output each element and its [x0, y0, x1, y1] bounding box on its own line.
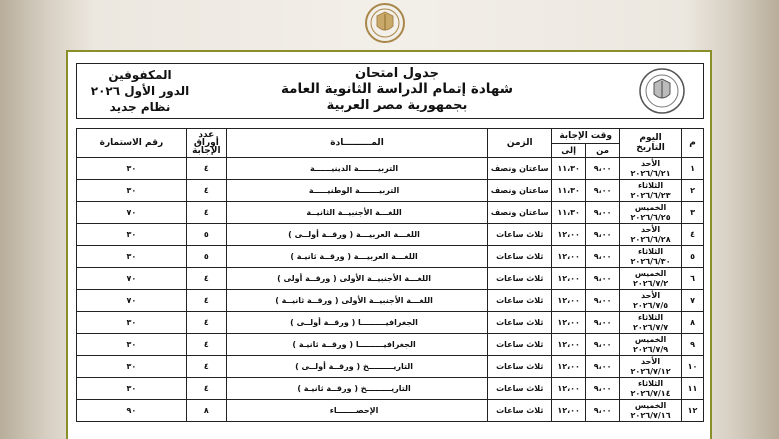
row-duration: ثلاث ساعات [488, 290, 552, 312]
row-duration: ثلاث ساعات [488, 378, 552, 400]
schedule-frame [66, 50, 712, 439]
row-duration: ثلاث ساعات [488, 334, 552, 356]
title-line-1: جدول امتحان [355, 66, 439, 81]
col-header-time: وقت الإجابة [552, 129, 620, 144]
row-form: ٣٠ [77, 180, 187, 202]
row-num: ٣ [682, 202, 704, 224]
col-header-day: اليوم [639, 133, 662, 143]
row-day: الأحد [641, 290, 661, 300]
row-duration: ساعتان ونصف [488, 202, 552, 224]
row-subject: اللغـــة الأجنبيــة الثانيــة [226, 202, 487, 224]
row-from: ٩،٠٠ [586, 312, 620, 334]
row-day: الثلاثاء [637, 246, 664, 256]
row-duration: ثلاث ساعات [488, 400, 552, 422]
row-sheets: ٤ [186, 356, 226, 378]
row-day: الثلاثاء [637, 312, 664, 322]
row-form: ٣٠ [77, 334, 187, 356]
table-row [77, 202, 704, 224]
row-day-date [620, 246, 682, 268]
row-day: الخميس [634, 202, 667, 212]
row-form: ٧٠ [77, 290, 187, 312]
row-form: ٣٠ [77, 246, 187, 268]
row-day: الثلاثاء [637, 180, 664, 190]
row-subject: التاريـــــــــخ ( ورقــة أولــى ) [226, 356, 487, 378]
row-num: ٦ [682, 268, 704, 290]
col-header-form: رقم الاستمارة [77, 129, 187, 158]
row-num: ٢ [682, 180, 704, 202]
row-subject: الإحصـــــــاء [226, 400, 487, 422]
row-subject: الجغرافيـــــــــا ( ورقــة ثانيـة ) [226, 334, 487, 356]
title-line-3: بجمهورية مصر العربية [326, 98, 468, 113]
row-from: ٩،٠٠ [586, 224, 620, 246]
row-from: ٩،٠٠ [586, 180, 620, 202]
ministry-seal-top-icon [342, 2, 428, 44]
row-num: ١٠ [682, 356, 704, 378]
row-date: ٢٠٢٦/٧/٩ [632, 344, 669, 354]
row-subject: اللغـــة الأجنبيــة الأولى ( ورقــة ثانيــة ) [226, 290, 487, 312]
row-day: الأحد [641, 224, 661, 234]
row-date: ٢٠٢٦/٧/٥ [632, 300, 669, 310]
row-form: ٣٠ [77, 356, 187, 378]
row-to: ١٢،٠٠ [552, 334, 586, 356]
row-date: ٢٠٢٦/٦/٢٥ [630, 212, 671, 222]
row-form: ٩٠ [77, 400, 187, 422]
row-sheets: ٨ [186, 400, 226, 422]
row-form: ٧٠ [77, 268, 187, 290]
table-row [77, 334, 704, 356]
row-num: ٤ [682, 224, 704, 246]
title-line-2: شهادة إتمام الدراسة الثانوية العامة [280, 81, 514, 97]
col-header-from: من [586, 144, 620, 158]
table-row [77, 224, 704, 246]
row-subject: اللغـــة العربيـــة ( ورقــة ثانيـة ) [226, 246, 487, 268]
row-date: ٢٠٢٦/٧/١٢ [630, 366, 671, 376]
row-sheets: ٥ [186, 246, 226, 268]
row-duration: ثلاث ساعات [488, 246, 552, 268]
row-to: ١١،٣٠ [552, 158, 586, 180]
row-sheets: ٤ [186, 268, 226, 290]
exam-schedule-table [76, 128, 704, 422]
row-from: ٩،٠٠ [586, 246, 620, 268]
row-day-date [620, 290, 682, 312]
table-row [77, 180, 704, 202]
row-day-date [620, 180, 682, 202]
row-duration: ثلاث ساعات [488, 356, 552, 378]
row-from: ٩،٠٠ [586, 334, 620, 356]
row-day-date [620, 312, 682, 334]
row-date: ٢٠٢٦/٦/٣٠ [630, 256, 671, 266]
row-num: ١ [682, 158, 704, 180]
row-to: ١٢،٠٠ [552, 312, 586, 334]
row-from: ٩،٠٠ [586, 268, 620, 290]
row-date: ٢٠٢٦/٦/٢١ [630, 168, 671, 178]
category-line-3: نظام جديد [109, 100, 171, 114]
row-to: ١٢،٠٠ [552, 268, 586, 290]
row-day-date [620, 202, 682, 224]
table-row [77, 400, 704, 422]
row-date: ٢٠٢٦/٧/١٤ [630, 388, 671, 398]
row-date: ٢٠٢٦/٧/٧ [632, 322, 669, 332]
row-day: الخميس [634, 400, 667, 410]
row-subject: التربيـــــــة الدينيــــــة [226, 158, 487, 180]
row-day: الخميس [634, 334, 667, 344]
row-subject: التربيـــــــة الوطنيـــــة [226, 180, 487, 202]
row-from: ٩،٠٠ [586, 356, 620, 378]
row-day-date [620, 334, 682, 356]
row-form: ٣٠ [77, 378, 187, 400]
row-from: ٩،٠٠ [586, 378, 620, 400]
category-line-2: الدور الأول ٢٠٢٦ [90, 84, 190, 98]
row-date: ٢٠٢٦/٧/٢ [632, 278, 669, 288]
row-sheets: ٥ [186, 224, 226, 246]
table-row [77, 158, 704, 180]
row-day-date [620, 224, 682, 246]
row-day-date [620, 400, 682, 422]
row-form: ٧٠ [77, 202, 187, 224]
row-day-date [620, 268, 682, 290]
row-day: الخميس [634, 268, 667, 278]
table-row [77, 356, 704, 378]
row-sheets: ٤ [186, 290, 226, 312]
category-line-1: المكفوفين [108, 68, 172, 82]
table-row [77, 246, 704, 268]
row-num: ١٢ [682, 400, 704, 422]
row-to: ١١،٣٠ [552, 202, 586, 224]
table-row [77, 312, 704, 334]
row-from: ٩،٠٠ [586, 290, 620, 312]
col-header-duration: الزمن [488, 129, 552, 158]
row-duration: ثلاث ساعات [488, 312, 552, 334]
col-header-num: م [682, 129, 704, 158]
col-header-to: إلى [552, 144, 586, 158]
row-date: ٢٠٢٦/٦/٢٨ [630, 234, 671, 244]
row-subject: الجغرافيـــــــــا ( ورقــة أولــى ) [226, 312, 487, 334]
row-sheets: ٤ [186, 202, 226, 224]
ministry-seal-icon [625, 66, 699, 116]
row-date: ٢٠٢٦/٦/٢٣ [630, 190, 671, 200]
row-form: ٣٠ [77, 312, 187, 334]
row-to: ١٢،٠٠ [552, 356, 586, 378]
row-num: ٥ [682, 246, 704, 268]
exam-category [85, 67, 195, 117]
col-header-subject: المـــــــــادة [226, 129, 487, 158]
row-day: الأحد [641, 356, 661, 366]
row-sheets: ٤ [186, 158, 226, 180]
row-form: ٣٠ [77, 224, 187, 246]
row-num: ٨ [682, 312, 704, 334]
row-from: ٩،٠٠ [586, 158, 620, 180]
col-header-day-date [620, 129, 682, 158]
row-duration: ثلاث ساعات [488, 268, 552, 290]
row-from: ٩،٠٠ [586, 202, 620, 224]
row-sheets: ٤ [186, 312, 226, 334]
row-date: ٢٠٢٦/٧/١٦ [630, 410, 671, 420]
row-to: ١٢،٠٠ [552, 378, 586, 400]
row-to: ١٢،٠٠ [552, 246, 586, 268]
row-to: ١٢،٠٠ [552, 290, 586, 312]
row-day: الثلاثاء [637, 378, 664, 388]
row-sheets: ٤ [186, 180, 226, 202]
row-day-date [620, 158, 682, 180]
col-header-sheets: عدد أوراق الإجابة [186, 129, 226, 158]
table-row [77, 268, 704, 290]
row-duration: ثلاث ساعات [488, 224, 552, 246]
row-num: ١١ [682, 378, 704, 400]
row-from: ٩،٠٠ [586, 400, 620, 422]
row-to: ١٢،٠٠ [552, 224, 586, 246]
row-subject: اللغـــة العربيـــة ( ورقــة أولــى ) [226, 224, 487, 246]
row-num: ٩ [682, 334, 704, 356]
row-form: ٣٠ [77, 158, 187, 180]
row-subject: اللغـــة الأجنبيــة الأولى ( ورقــة أولى ) [226, 268, 487, 290]
row-num: ٧ [682, 290, 704, 312]
row-duration: ساعتان ونصف [488, 158, 552, 180]
row-subject: التاريـــــــــخ ( ورقــة ثانيـة ) [226, 378, 487, 400]
table-row [77, 290, 704, 312]
col-header-date: التاريخ [636, 143, 665, 153]
table-row [77, 378, 704, 400]
row-sheets: ٤ [186, 334, 226, 356]
row-day-date [620, 378, 682, 400]
schedule-title [247, 66, 547, 118]
row-day-date [620, 356, 682, 378]
row-to: ١٢،٠٠ [552, 400, 586, 422]
row-sheets: ٤ [186, 378, 226, 400]
row-day: الأحد [641, 158, 661, 168]
schedule-header [76, 63, 704, 119]
row-to: ١١،٣٠ [552, 180, 586, 202]
row-duration: ساعتان ونصف [488, 180, 552, 202]
